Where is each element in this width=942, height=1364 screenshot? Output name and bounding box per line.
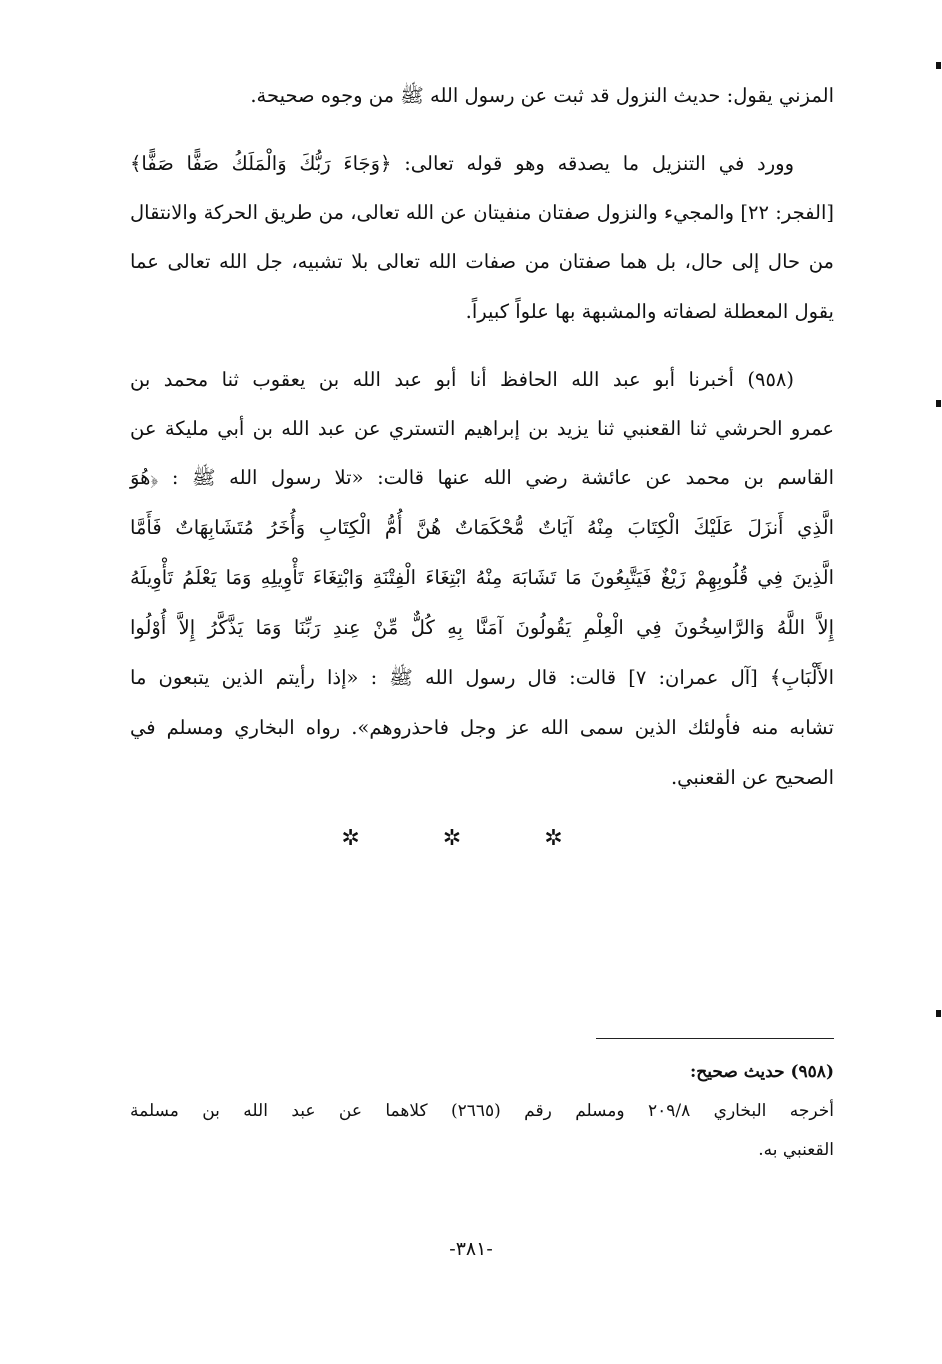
text-line: تشابه منه فأولئك الذين سمى الله عز وجل فاحذروهم». رواه البخاري ومسلم في — [130, 716, 834, 739]
text-line: القاسم بن محمد عن عائشة رضي الله عنها قالت: «تلا رسول الله ﷺ : ﴿هُوَ — [130, 466, 834, 489]
text-line: المزني يقول: حديث النزول قد ثبت عن رسول الله ﷺ من وجوه صحيحة. — [250, 84, 834, 107]
scan-mark — [936, 62, 941, 69]
hadith-number-line: (٩٥٨) أخبرنا أبو عبد الله الحافظ أنا أبو عبد الله بن يعقوب ثنا محمد بن — [130, 368, 794, 391]
section-separator: ✲ ✲ ✲ — [341, 826, 601, 851]
text-line: عمرو الحرشي ثنا القعنبي ثنا يزيد بن إبراهيم التستري عن عبد الله بن أبي مليكة عن — [130, 417, 834, 440]
footnote-heading: (٩٥٨) حديث صحيح: — [690, 1062, 834, 1082]
footnote-line: القعنبي به. — [758, 1140, 834, 1160]
text-line: من حال إلى حال، بل هما صفتان من صفات الله تعالى بلا تشبيه، جل الله تعالى عما — [130, 250, 834, 273]
scan-mark — [936, 1010, 941, 1017]
text-line: الصحيح عن القعنبي. — [670, 766, 834, 789]
footnote-rule — [596, 1038, 834, 1039]
text-line: يقول المعطلة لصفاته والمشبهة بها علواً كبيراً. — [465, 300, 834, 323]
text-line: [الفجر: ٢٢] والمجيء والنزول صفتان منفيتان عن الله تعالى، من طريق الحركة والانتقال — [130, 201, 834, 224]
page-number: -٣٨١- — [449, 1238, 493, 1260]
text-line: الأَلْبَابِ﴾ [آل عمران: ٧] قالت: قال رسول الله ﷺ : «إذا رأيتم الذين يتبعون ما — [130, 666, 834, 689]
quran-verse-line: الَّذِي أَنزَلَ عَلَيْكَ الْكِتَابَ مِنْهُ آيَاتٌ مُّحْكَمَاتٌ هُنَّ أُمُّ الْكِتَابِ وَأُخَرُ مُتَشَابِهَاتٌ فَأَمَّا — [130, 516, 834, 539]
quran-verse-line: الَّذِينَ فِي قُلُوبِهِمْ زَيْغٌ فَيَتَّبِعُونَ مَا تَشَابَهَ مِنْهُ ابْتِغَاءَ الْفِتْنَةِ وَابْتِغَاءَ تَأْوِيلِهِ وَمَا يَعْلَمُ تَأْوِيلَهُ — [130, 566, 834, 589]
scan-mark — [936, 400, 941, 407]
footnote-line: أخرجه البخاري ٢٠٩/٨ ومسلم رقم (٢٦٦٥) كلاهما عن عبد الله بن مسلمة — [130, 1101, 834, 1121]
text-line: وورد في التنزيل ما يصدقه وهو قوله تعالى: ﴿وَجَاءَ رَبُّكَ وَالْمَلَكُ صَفًّا صَفًّا﴾ — [130, 152, 794, 175]
quran-verse-line: إِلاَّ اللَّهُ وَالرَّاسِخُونَ فِي الْعِلْمِ يَقُولُونَ آمَنَّا بِهِ كُلٌّ مِّنْ عِندِ رَبِّنَا وَمَا يَذَّكَّرُ إِلاَّ أُوْلُوا — [130, 616, 834, 639]
